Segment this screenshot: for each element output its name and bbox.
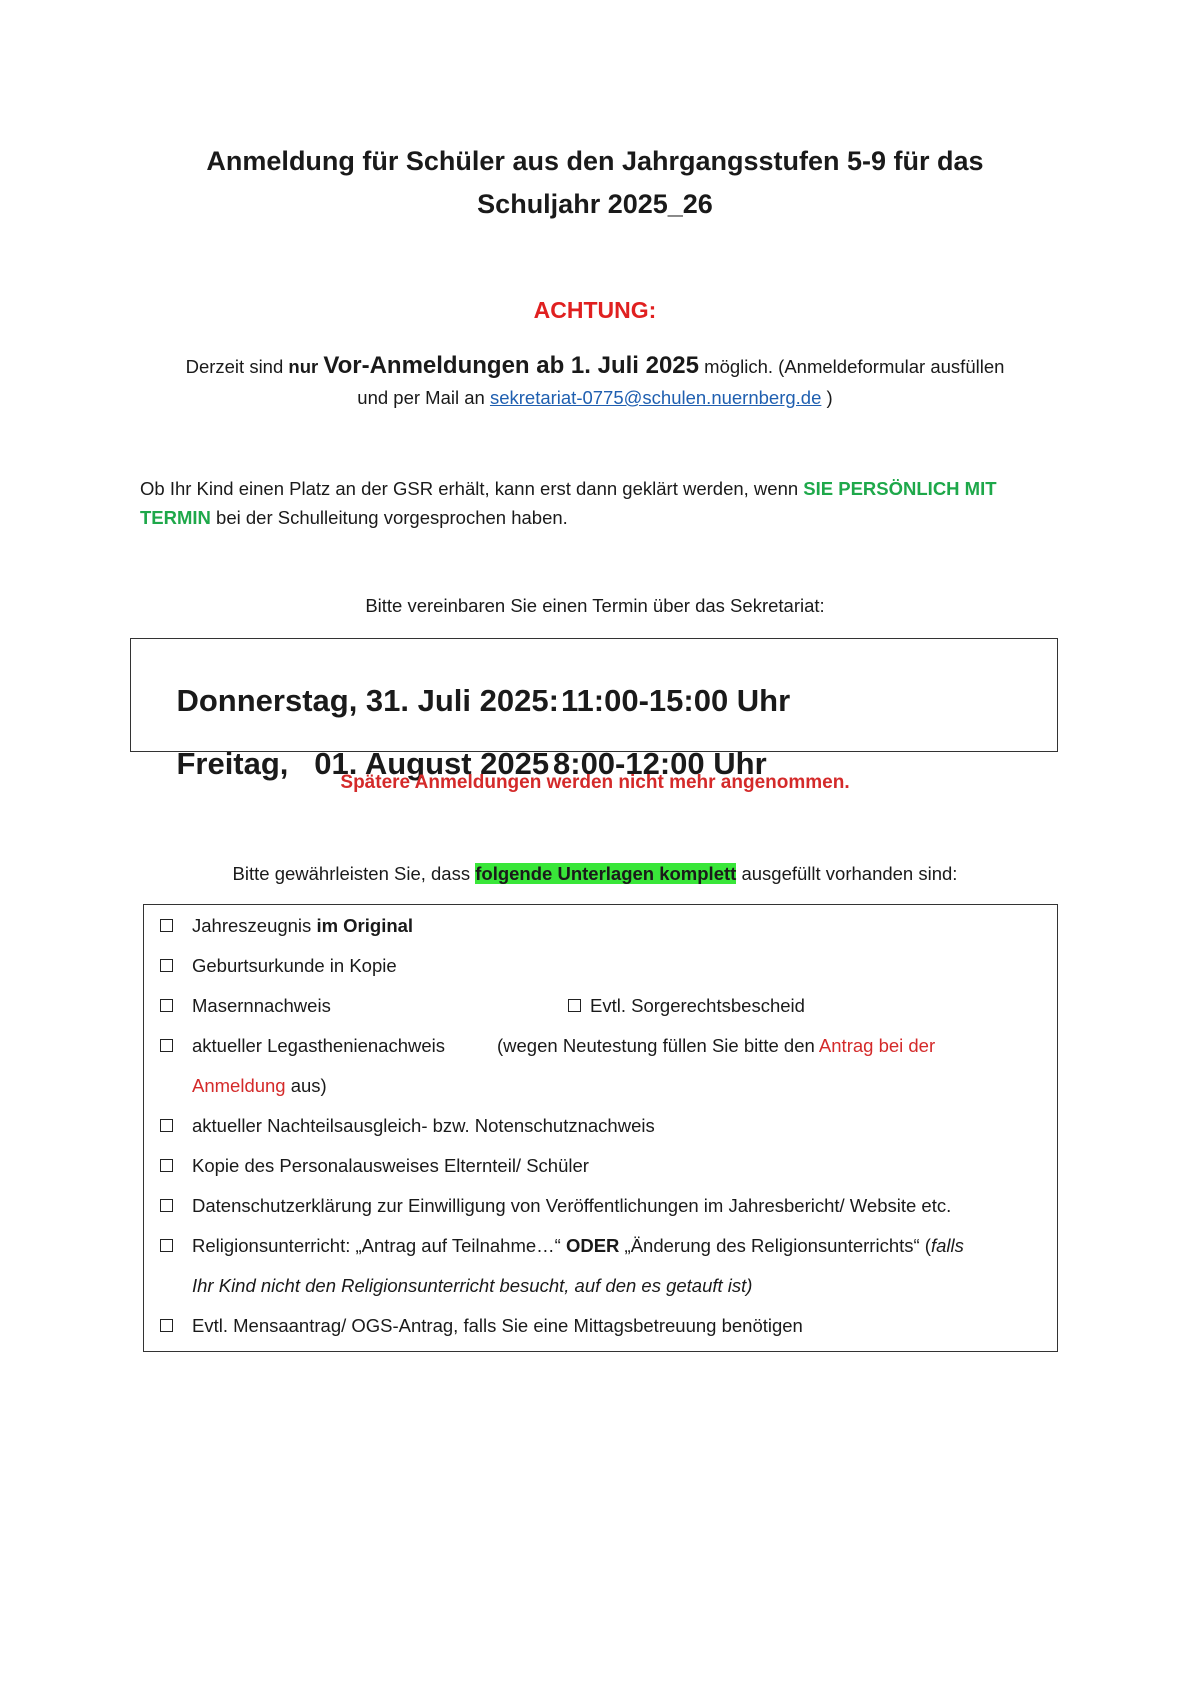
date-thursday-time: 11:00-15:00 Uhr <box>561 683 791 718</box>
warning-heading: ACHTUNG: <box>533 297 657 323</box>
placement-text-2: bei der Schulleitung vorgesprochen haben. <box>210 507 568 528</box>
intro-text-3: und per Mail an <box>357 387 490 408</box>
item-label-sorgerecht: Evtl. Sorgerechtsbescheid <box>590 995 805 1016</box>
checklist-item-legasthenie <box>144 1026 1057 1066</box>
checkbox[interactable] <box>160 1159 173 1172</box>
religion-italic-2-text: Ihr Kind nicht den Religionsunterricht besucht, auf den es getauft ist) <box>192 1275 753 1296</box>
checkbox[interactable] <box>160 999 173 1012</box>
checklist-item-religion-cont <box>144 1266 1057 1306</box>
date-friday-day: Freitag, 01. August 2025 <box>176 746 550 781</box>
item-label: Datenschutzerklärung zur Einwilligung von Veröffentlichungen im Jahresbericht/ Website etc. <box>192 1195 952 1216</box>
placement-paragraph <box>140 474 1060 532</box>
note-red-1: Antrag bei der <box>818 1035 936 1056</box>
checklist-item-geburtsurkunde <box>144 946 1057 986</box>
note-red-2: Anmeldung <box>192 1075 286 1096</box>
item-label: Evtl. Mensaantrag/ OGS-Antrag, falls Sie eine Mittagsbetreuung benötigen <box>192 1315 803 1336</box>
checklist-item-datenschutz <box>144 1186 1057 1226</box>
date-thursday-day: Donnerstag, 31. Juli 2025: <box>176 683 559 718</box>
checkbox[interactable] <box>160 1319 173 1332</box>
checkbox[interactable] <box>160 1199 173 1212</box>
late-notice-text: Spätere Anmeldungen werden nicht mehr angenommen. <box>340 772 850 793</box>
placement-text-1: Ob Ihr Kind einen Platz an der GSR erhält, kann erst dann geklärt werden, wenn <box>140 478 804 499</box>
documents-prompt <box>0 858 1190 890</box>
documents-highlight: folgende Unterlagen komplett <box>475 863 737 884</box>
checklist-item-mensa <box>144 1306 1057 1346</box>
checkbox[interactable] <box>568 999 581 1012</box>
item-label-bold: im Original <box>316 915 414 936</box>
item-note <box>497 1026 935 1066</box>
documents-prompt-text-1: Bitte gewährleisten Sie, dass <box>232 863 476 884</box>
appointment-prompt: Bitte vereinbaren Sie einen Termin über das Sekretariat: <box>365 595 825 616</box>
intro-text-1: Derzeit sind <box>185 356 289 377</box>
checkbox[interactable] <box>160 919 173 932</box>
checkbox[interactable] <box>160 1119 173 1132</box>
religion-oder: ODER <box>565 1235 620 1256</box>
date-friday-time: 8:00-12:00 Uhr <box>553 746 767 781</box>
checklist-item-legasthenie-cont <box>144 1066 1057 1106</box>
item-label: Kopie des Personalausweises Elternteil/ Schüler <box>192 1155 589 1176</box>
note-end: aus) <box>285 1075 327 1096</box>
intro-text-2: möglich. (Anmeldeformular ausfüllen <box>699 356 1005 377</box>
note-text: (wegen Neutestung füllen Sie bitte den <box>497 1035 819 1056</box>
religion-text-1: Religionsunterricht: „Antrag auf Teilnahme…“ <box>192 1235 566 1256</box>
pre-registration-notice <box>0 350 1190 383</box>
checklist-item-nachteilsausgleich <box>144 1106 1057 1146</box>
checklist-item-jahreszeugnis <box>144 906 1057 946</box>
checklist-item-personalausweis <box>144 1146 1057 1186</box>
checklist-item-religion <box>144 1226 1057 1266</box>
documents-checklist <box>143 904 1058 1352</box>
intro-text-4: ) <box>821 387 833 408</box>
checklist-item-masernnachweis <box>144 986 1057 1026</box>
placement-highlight: SIE PERSÖNLICH MIT TERMIN <box>140 478 997 528</box>
title-line-2: Schuljahr 2025_26 <box>477 189 713 219</box>
email-line <box>0 382 1190 414</box>
item-note-cont <box>192 1066 327 1106</box>
email-link[interactable]: sekretariat-0775@schulen.nuernberg.de <box>489 387 822 408</box>
religion-text-2: „Änderung des Religionsunterrichts“ ( <box>619 1235 931 1256</box>
item-label <box>192 1226 964 1266</box>
item-label: Masernnachweis <box>192 995 331 1016</box>
item-label: Jahreszeugnis <box>192 915 317 936</box>
documents-prompt-text-2: ausgefüllt vorhanden sind: <box>736 863 958 884</box>
appointment-dates-box <box>130 638 1058 781</box>
late-registration-notice <box>0 772 1190 794</box>
item-label: aktueller Legasthenienachweis <box>192 1035 446 1056</box>
intro-highlight: Vor-Anmeldungen ab 1. Juli 2025 <box>323 352 700 379</box>
item-label: aktueller Nachteilsausgleich- bzw. Notenschutznachweis <box>192 1115 655 1136</box>
item-label: Geburtsurkunde in Kopie <box>192 955 397 976</box>
page-title <box>0 140 1190 226</box>
religion-italic-1: falls <box>930 1235 964 1256</box>
checkbox[interactable] <box>160 1039 173 1052</box>
checkbox[interactable] <box>160 1239 173 1252</box>
title-line-1: Anmeldung für Schüler aus den Jahrgangsstufen 5-9 für das <box>206 146 984 176</box>
religion-italic-2 <box>192 1266 752 1306</box>
checkbox[interactable] <box>160 959 173 972</box>
intro-nur: nur <box>288 356 319 377</box>
